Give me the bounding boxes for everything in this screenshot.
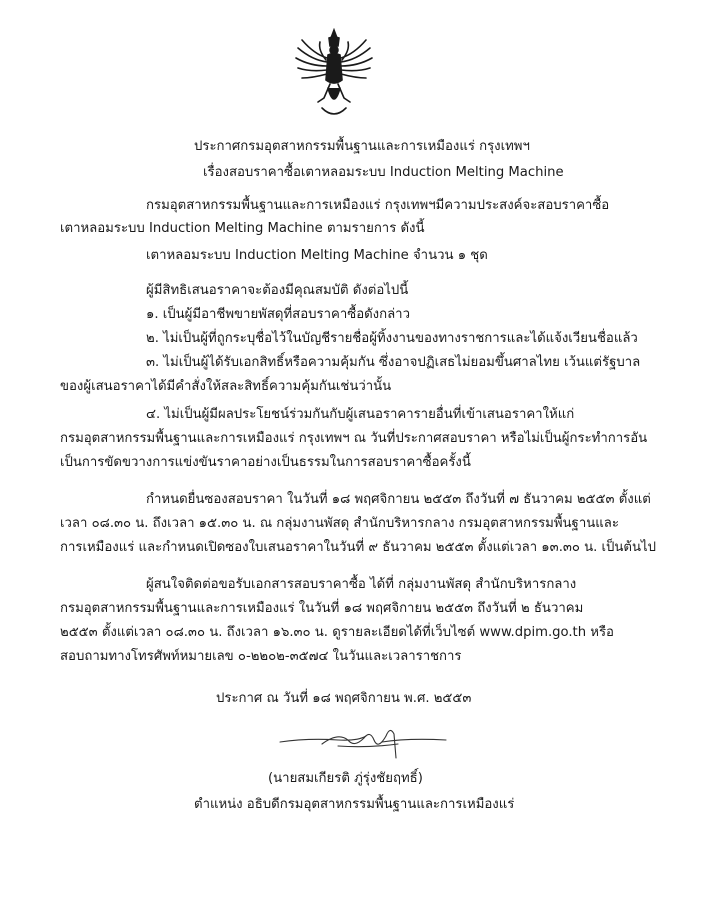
- signer-position: ตำแหน่ง อธิบดีกรมอุตสาหกรรมพื้นฐานและการเหมืองแร่: [194, 797, 515, 812]
- schedule-line-3: การเหมืองแร่ และกำหนดเปิดซองใบเสนอราคาในวันที่ ๙ ธันวาคม ๒๕๕๓ ตั้งแต่เวลา ๑๓.๓๐ น. เป็นต้นไป: [60, 540, 657, 555]
- announcement-subject: เรื่องสอบราคาซื้อเตาหลอมระบบ Induction Melting Machine: [203, 165, 564, 180]
- intro-line-2: เตาหลอมระบบ Induction Melting Machine ตามรายการ ดังนี้: [60, 221, 425, 236]
- qualification-3a: ๓. ไม่เป็นผู้ได้รับเอกสิทธิ์หรือความคุ้มกัน ซึ่งอาจปฏิเสธไม่ยอมขึ้นศาลไทย เว้นแต่รัฐบาล: [146, 355, 641, 370]
- qualification-2: ๒. ไม่เป็นผู้ที่ถูกระบุชื่อไว้ในบัญชีรายชื่อผู้ทิ้งงานของทางราชการและได้แจ้งเวียนชื่อแล้ว: [146, 331, 638, 346]
- announcement-date: ประกาศ ณ วันที่ ๑๘ พฤศจิกายน พ.ศ. ๒๕๕๓: [216, 691, 472, 706]
- qualification-1: ๑. เป็นผู้มีอาชีพขายพัสดุที่สอบราคาซื้อดังกล่าว: [146, 307, 410, 322]
- announcement-title: ประกาศกรมอุตสาหกรรมพื้นฐานและการเหมืองแร่ กรุงเทพฯ: [194, 139, 530, 154]
- signature-icon: [278, 718, 448, 762]
- contact-line-4: สอบถามทางโทรศัพท์หมายเลข ๐-๒๒๐๒-๓๕๗๔ ในวันและเวลาราชการ: [60, 649, 462, 664]
- qualification-heading: ผู้มีสิทธิเสนอราคาจะต้องมีคุณสมบัติ ดังต่อไปนี้: [146, 283, 409, 298]
- qualification-4b: กรมอุตสาหกรรมพื้นฐานและการเหมืองแร่ กรุงเทพฯ ณ วันที่ประกาศสอบราคา หรือไม่เป็นผู้กระทำการอัน: [60, 431, 648, 446]
- qualification-4a: ๔. ไม่เป็นผู้มีผลประโยชน์ร่วมกันกับผู้เสนอราคารายอื่นที่เข้าเสนอราคาให้แก่: [146, 407, 575, 422]
- contact-line-1: ผู้สนใจติดต่อขอรับเอกสารสอบราคาซื้อ ได้ที่ กลุ่มงานพัสดุ สำนักบริหารกลาง: [146, 577, 577, 592]
- qualification-4c: เป็นการขัดขวางการแข่งขันราคาอย่างเป็นธรรมในการสอบราคาซื้อครั้งนี้: [60, 455, 471, 470]
- item-line: เตาหลอมระบบ Induction Melting Machine จำนวน ๑ ชุด: [146, 248, 488, 263]
- intro-line-1: กรมอุตสาหกรรมพื้นฐานและการเหมืองแร่ กรุงเทพฯมีความประสงค์จะสอบราคาซื้อ: [146, 198, 610, 213]
- garuda-emblem-icon: [292, 28, 376, 120]
- qualification-3b: ของผู้เสนอราคาได้มีคำสั่งให้สละสิทธิ์ความคุ้มกันเช่นว่านั้น: [60, 379, 392, 394]
- schedule-line-1: กำหนดยื่นซองสอบราคา ในวันที่ ๑๘ พฤศจิกายน ๒๕๕๓ ถึงวันที่ ๗ ธันวาคม ๒๕๕๓ ตั้งแต่: [146, 492, 651, 507]
- schedule-line-2: เวลา ๐๘.๓๐ น. ถึงเวลา ๑๕.๓๐ น. ณ กลุ่มงานพัสดุ สำนักบริหารกลาง กรมอุตสาหกรรมพื้นฐานและ: [60, 516, 619, 531]
- contact-line-2: กรมอุตสาหกรรมพื้นฐานและการเหมืองแร่ ในวันที่ ๑๘ พฤศจิกายน ๒๕๕๓ ถึงวันที่ ๒ ธันวาคม: [60, 601, 584, 616]
- contact-line-3: ๒๕๕๓ ตั้งแต่เวลา ๐๘.๓๐ น. ถึงเวลา ๑๖.๓๐ น. ดูรายละเอียดได้ที่เว็บไซต์ www.dpim.go.th หรือ: [60, 625, 614, 640]
- signer-name: (นายสมเกียรติ ภู่รุ่งชัยฤทธิ์): [268, 771, 423, 786]
